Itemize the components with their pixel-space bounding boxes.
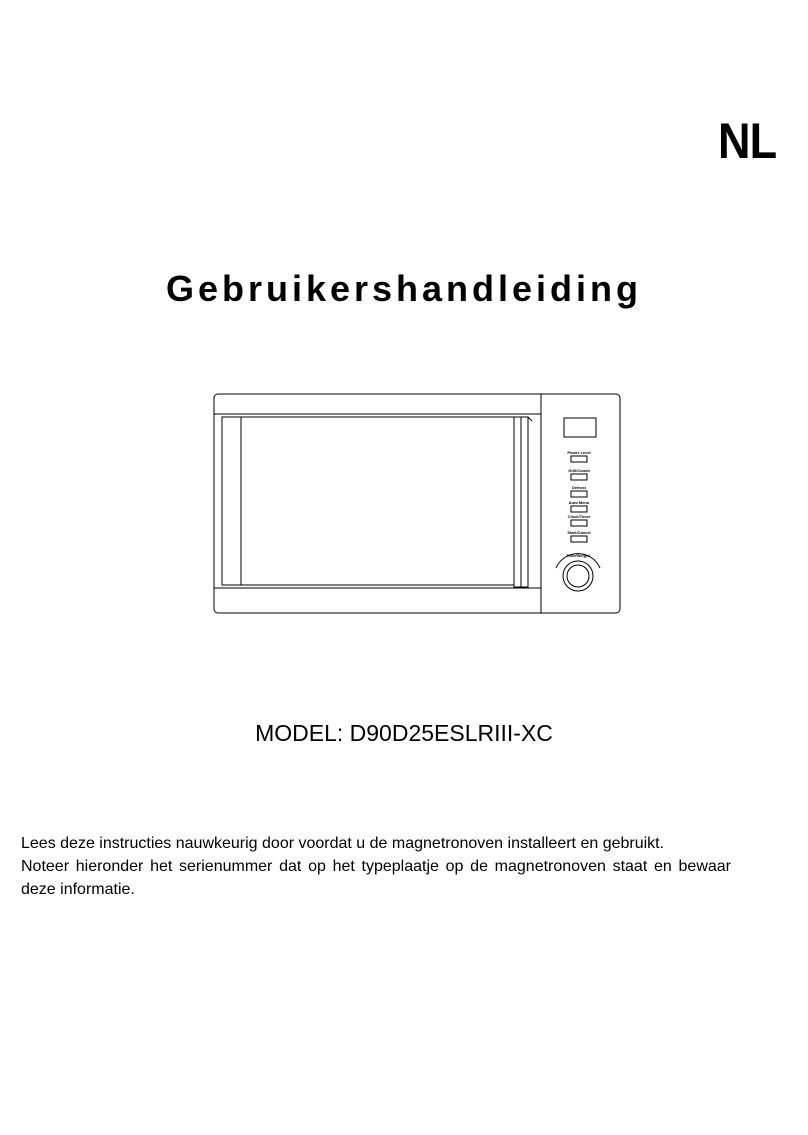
- door-window: [241, 417, 514, 585]
- button-label-defrost: Defrost: [571, 485, 587, 490]
- instruction-line-1: Lees deze instructies nauwkeurig door voordat u de magnetronoven installeert en gebruikt.: [21, 835, 665, 852]
- control-button: [571, 474, 587, 480]
- language-code: NL: [718, 113, 777, 169]
- instruction-line-2: Noteer hieronder het serienummer dat op het typeplaatje op de magnetronoven staat en bewaar deze informatie.: [21, 858, 731, 898]
- control-button: [571, 506, 587, 512]
- button-label-grill-combi: Grill/Combi: [568, 468, 590, 473]
- button-label-start-cancel: Start/Cancel: [567, 530, 591, 535]
- control-button: [571, 536, 587, 542]
- display-panel: [564, 418, 596, 437]
- microwave-body: [214, 394, 620, 613]
- document-title: Gebruikershandleiding: [165, 268, 643, 309]
- button-label-clock-timer: Clock/Timer: [567, 514, 591, 519]
- control-button: [571, 491, 587, 497]
- button-label-power-level: Power Level: [567, 450, 591, 455]
- control-button: [571, 456, 587, 462]
- microwave-illustration: [211, 390, 623, 616]
- knob-label: Time/Weight: [566, 553, 590, 558]
- control-button: [571, 520, 587, 526]
- door-left-bar: [222, 417, 241, 585]
- button-label-auto-menu: Auto Menu: [568, 500, 590, 505]
- model-number: MODEL: D90D25ESLRIII-XC: [255, 720, 553, 746]
